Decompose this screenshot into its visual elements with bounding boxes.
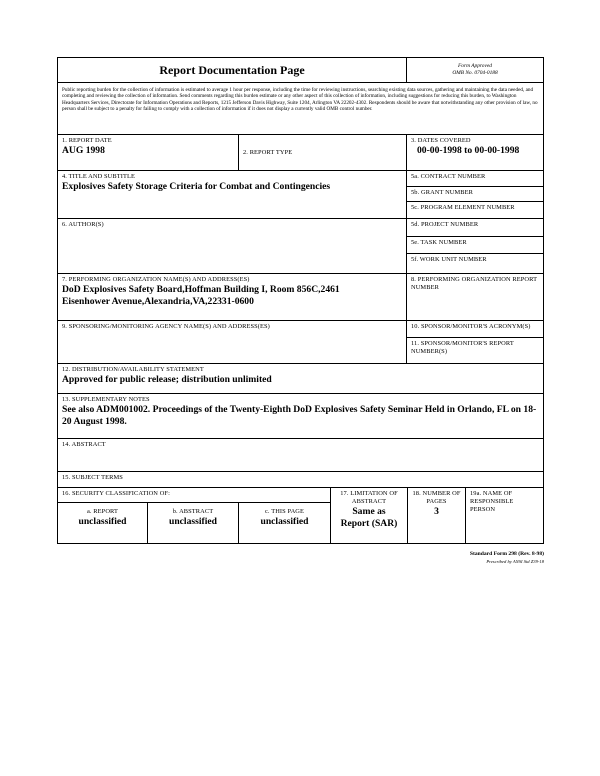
subject-terms-label: 15. SUBJECT TERMS (62, 474, 123, 481)
distribution-value: Approved for public release; distribution unlimited (62, 374, 272, 385)
report-type-field (239, 135, 407, 170)
author-label: 6. AUTHOR(S) (62, 221, 104, 228)
page-classification (239, 503, 330, 543)
report-classification (58, 503, 148, 543)
burden-statement-row (58, 83, 543, 135)
report-classification-label: a. REPORT (86, 508, 119, 515)
dates-covered-label: 3. DATES COVERED (411, 137, 471, 144)
limitation-label: 17. LIMITATION OF ABSTRACT (340, 490, 398, 505)
title-value: Explosives Safety Storage Criteria for Combat and Contingencies (62, 181, 331, 192)
program-element-label: 5c. PROGRAM ELEMENT NUMBER (411, 204, 515, 212)
report-classification-value: unclassified (78, 516, 127, 527)
security-classification-block (58, 488, 331, 543)
prescribed-by-text: Prescribed by ANSI Std Z39-18 (486, 559, 544, 564)
performing-org-line1: DoD Explosives Safety Board,Hoffman Building I, Room 856C,2461 (62, 284, 340, 295)
title-field (58, 171, 407, 218)
page-classification-value: unclassified (260, 516, 309, 527)
sponsor-numbers (407, 321, 543, 363)
abstract-classification (148, 503, 239, 543)
form-title: Report Documentation Page (58, 58, 407, 82)
abstract-classification-value: unclassified (169, 516, 217, 527)
distribution-field (58, 364, 543, 393)
project-numbers (407, 219, 543, 273)
security-classification-values (58, 503, 330, 543)
contract-numbers (407, 171, 543, 218)
subject-terms-row (58, 472, 543, 488)
supplementary-value: See also ADM001002. Proceedings of the Twenty-Eighth DoD Explosives Safety Seminar Held in Orlando, FL on 18-20 August 1998. (62, 404, 537, 427)
task-number-label: 5e. TASK NUMBER (407, 237, 543, 255)
omb-number: OMB No. 0704-0188 (452, 70, 498, 76)
supplementary-label: 13. SUPPLEMENTARY NOTES (62, 396, 150, 403)
report-documentation-form (57, 57, 544, 544)
abstract-label: 14. ABSTRACT (62, 441, 106, 448)
report-date-row (58, 135, 543, 171)
supplementary-field (58, 394, 543, 438)
performing-org-label: 7. PERFORMING ORGANIZATION NAME(S) AND ADDRESS(ES) (62, 276, 250, 283)
dates-covered-value: 00-00-1998 to 00-00-1998 (417, 145, 520, 156)
sponsor-field (58, 321, 407, 363)
classification-row (58, 488, 543, 543)
sponsor-label: 9. SPONSORING/MONITORING AGENCY NAME(S) AND ADDRESS(ES) (62, 323, 270, 330)
performing-org-field (58, 274, 407, 320)
sponsor-row (58, 321, 543, 364)
subject-terms-field (58, 472, 543, 487)
distribution-row (58, 364, 543, 394)
distribution-label: 12. DISTRIBUTION/AVAILABILITY STATEMENT (62, 366, 204, 373)
report-date-label: 1. REPORT DATE (62, 137, 112, 144)
page-classification-label: c. THIS PAGE (264, 508, 304, 515)
num-pages-value: 3 (434, 506, 439, 517)
num-pages-label: 18. NUMBER OF PAGES (412, 490, 461, 505)
title-row (58, 171, 543, 219)
standard-form-number: Standard Form 298 (Rev. 8-98) (469, 551, 544, 557)
responsible-person-field (466, 488, 543, 543)
contract-number-label: 5a. CONTRACT NUMBER (407, 171, 543, 187)
report-date-field (58, 135, 239, 170)
author-field (58, 219, 407, 273)
report-date-value: AUG 1998 (62, 145, 105, 156)
title-label: 4. TITLE AND SUBTITLE (62, 173, 135, 180)
work-unit-number-label: 5f. WORK UNIT NUMBER (411, 256, 487, 264)
form-approved-text: Form Approved (458, 63, 492, 69)
security-classification-label: 16. SECURITY CLASSIFICATION OF: (58, 488, 330, 503)
performing-org-line2: Eisenhower Avenue,Alexandria,VA,22331-0600 (62, 295, 254, 307)
limitation-field (331, 488, 408, 543)
responsible-person-label: 19a. NAME OF RESPONSIBLE PERSON (470, 490, 514, 513)
omb-approval (407, 58, 543, 82)
project-number-label: 5d. PROJECT NUMBER (407, 219, 543, 237)
form-header (58, 58, 543, 83)
performing-report-field (407, 274, 543, 320)
limitation-line1: Same as (352, 506, 386, 517)
performing-report-label: 8. PERFORMING ORGANIZATION REPORT NUMBER (411, 276, 538, 291)
sponsor-report-label: 11. SPONSOR/MONITOR'S REPORT NUMBER(S) (411, 339, 514, 355)
limitation-line2: Report (SAR) (340, 517, 398, 529)
abstract-field (58, 439, 543, 471)
dates-covered-field (407, 135, 543, 170)
burden-statement: Public reporting burden for the collection of information is estimated to average 1 hour per response, including the time for reviewing instructions, searching existing data sources, gathering and maintaining the data needed, and completing and reviewing the collection of information. Send comments regarding this burden estimate or any other aspect of this collection of information, including suggestions for reducing this burden, to Washington Headquarters Services, Directorate for Information Operations and Reports, 1215 Jefferson Davis Highway, Suite 1204, Arlington VA 22202-4302. Respondents should be aware that notwithstanding any other provision of law, no person shall be subject to a penalty for failing to comply with a collection of information if it does not display a currently valid OMB control number. (62, 87, 538, 113)
author-row (58, 219, 543, 274)
performing-org-row (58, 274, 543, 321)
abstract-classification-label: b. ABSTRACT (172, 508, 214, 515)
report-type-label: 2. REPORT TYPE (243, 148, 293, 156)
supplementary-row (58, 394, 543, 439)
sponsor-acronym-label: 10. SPONSOR/MONITOR'S ACRONYM(S) (407, 321, 543, 338)
abstract-row (58, 439, 543, 472)
num-pages-field (408, 488, 466, 543)
grant-number-label: 5b. GRANT NUMBER (407, 187, 543, 203)
